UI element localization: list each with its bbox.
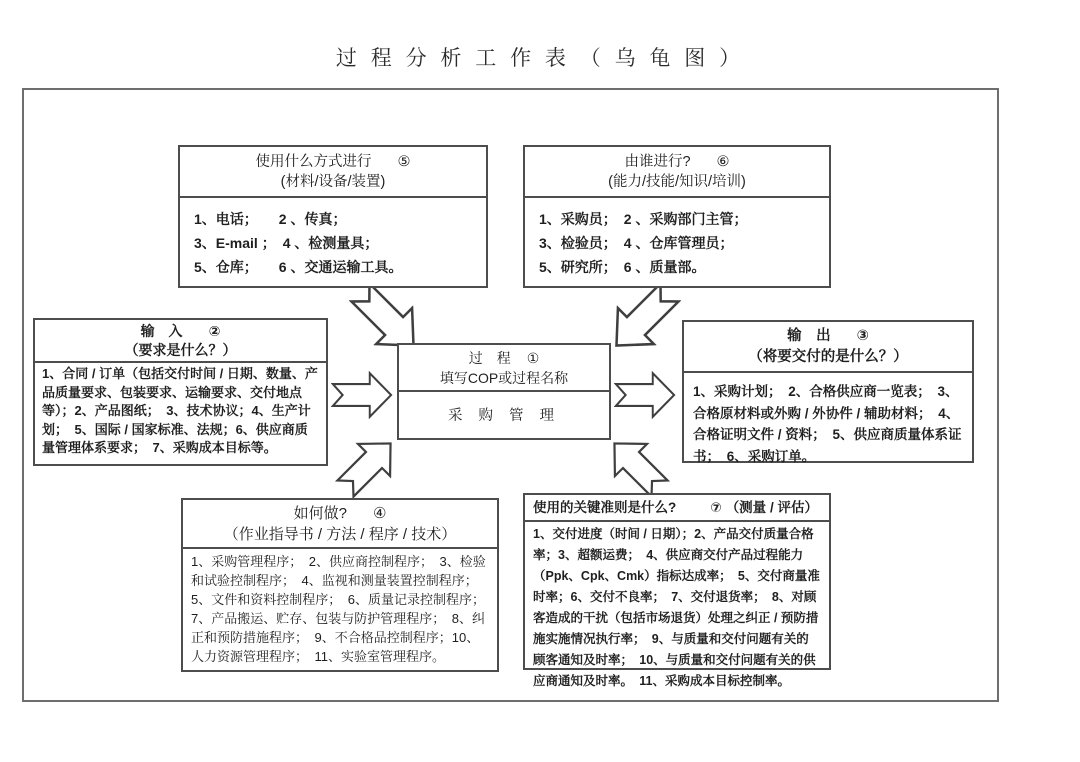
input-box-header xyxy=(35,320,326,363)
who-box-title: 由谁进行? xyxy=(624,154,691,170)
criteria-box-text: 1、交付进度（时间 / 日期）；2、产品交付质量合格率；3、超额运费； 4、供应商交付产品过程能力（Ppk、Cpk、Cmk）指标达成率； 5、交付商量准时率；6、交付不良率； 7、交付退货率； 8、对顾客造成的干扰（包括市场退货）处理之纠正 / 预防措施实施情况执行率； 9、与质量和交付问题有关的顾客通知及时率； 10、与质量和交付问题有关的供应商通知及时率。 11、采购成本目标控制率。 xyxy=(533,527,820,688)
input-box-title-line xyxy=(37,322,324,341)
who-box-title-line xyxy=(529,152,825,172)
input-box-number: ② xyxy=(208,323,221,339)
input-box-subtitle: （要求是什么？） xyxy=(124,342,237,358)
criteria-box-header xyxy=(525,495,829,522)
arrow-input-to-process-icon xyxy=(331,371,393,419)
output-box xyxy=(682,320,974,463)
method-box-body xyxy=(180,198,486,288)
method-box-number: ⑤ xyxy=(397,154,411,170)
process-box-title-line xyxy=(401,348,607,368)
how-box-number: ④ xyxy=(372,505,387,522)
criteria-box-number: ⑦ xyxy=(710,500,722,515)
criteria-box-title: 使用的关键准则是什么? xyxy=(533,500,677,515)
input-box xyxy=(33,318,328,466)
output-box-title: 输 出 xyxy=(787,328,831,344)
how-box-subtitle: （作业指导书 / 方法 / 程序 / 技术） xyxy=(223,526,457,543)
who-box-body xyxy=(525,198,829,288)
who-box xyxy=(523,145,831,288)
method-box-header xyxy=(180,147,486,198)
how-box-body xyxy=(183,549,497,669)
output-box-number: ③ xyxy=(856,328,869,344)
page-title: 过 程 分 析 工 作 表 （ 乌 龟 图 ） xyxy=(335,47,745,70)
criteria-box xyxy=(523,493,831,688)
output-box-subtitle: （将要交付的是什么？） xyxy=(748,349,908,365)
process-box xyxy=(397,343,611,440)
process-box-name: 采 购 管 理 xyxy=(447,407,561,424)
how-box-header xyxy=(183,500,497,549)
who-box-header xyxy=(525,147,829,198)
how-box-title-line xyxy=(185,503,495,524)
method-box-title: 使用什么方式进行 xyxy=(255,154,372,170)
input-box-title: 输 入 xyxy=(140,323,183,339)
output-box-header xyxy=(684,322,972,373)
method-item-line: 1、电话； 2 、传真； xyxy=(194,211,347,227)
method-item-line: 3、E-mail ； 4 、检测量具； xyxy=(194,235,379,251)
method-box-title-line xyxy=(184,152,482,172)
process-box-subtitle: 填写COP或过程名称 xyxy=(439,370,569,386)
method-box xyxy=(178,145,488,288)
input-box-body xyxy=(35,363,326,460)
output-box-title-line xyxy=(686,326,970,347)
input-box-text: 1、合同 / 订单（包括交付时间 / 日期、数量、产品质量要求、包装要求、运输要求、交付地点等）；2、产品图纸； 3、技术协议；4、生产计划； 5、国际 / 国家标准、法规；6、供应商质量管理体系要求； 7、采购成本目标等。 xyxy=(42,366,318,455)
who-item-line: 1、采购员； 2 、采购部门主管； xyxy=(539,211,748,227)
process-box-title: 过 程 xyxy=(468,350,511,366)
arrow-process-to-output-icon xyxy=(614,371,676,419)
process-box-number: ① xyxy=(526,350,540,366)
who-box-subtitle: (能力/技能/知识/培训) xyxy=(608,174,746,190)
who-item-line: 3、检验员； 4 、仓库管理员； xyxy=(539,235,734,251)
how-box xyxy=(181,498,499,672)
output-box-body xyxy=(684,373,972,475)
output-box-text: 1、采购计划； 2、合格供应商一览表； 3、合格原材料或外购 / 外协件 / 辅助材料； 4、合格证明文件 / 资料； 5、供应商质量体系证书； 6、采购订单。 xyxy=(693,384,962,464)
who-box-number: ⑥ xyxy=(716,154,730,170)
process-box-header xyxy=(399,345,609,392)
criteria-box-subtitle: （测量 / 评估） xyxy=(725,500,818,515)
who-item-line: 5、研究所； 6 、质量部。 xyxy=(539,259,706,275)
how-box-title: 如何做? xyxy=(293,505,347,522)
method-box-subtitle: (材料/设备/装置) xyxy=(280,174,386,190)
how-box-text: 1、采购管理程序； 2、供应商控制程序； 3、检验和试验控制程序； 4、监视和测量装置控制程序；5、文件和资料控制程序； 6、质量记录控制程序；7、产品搬运、贮存、包装与防护管理程序； 8、纠正和预防措施程序； 9、不合格品控制程序；10、人力资源管理程序； 11、实验室管理程序。 xyxy=(191,554,486,664)
method-item-line: 5、仓库； 6 、交通运输工具。 xyxy=(194,259,403,275)
criteria-box-body xyxy=(525,522,829,694)
